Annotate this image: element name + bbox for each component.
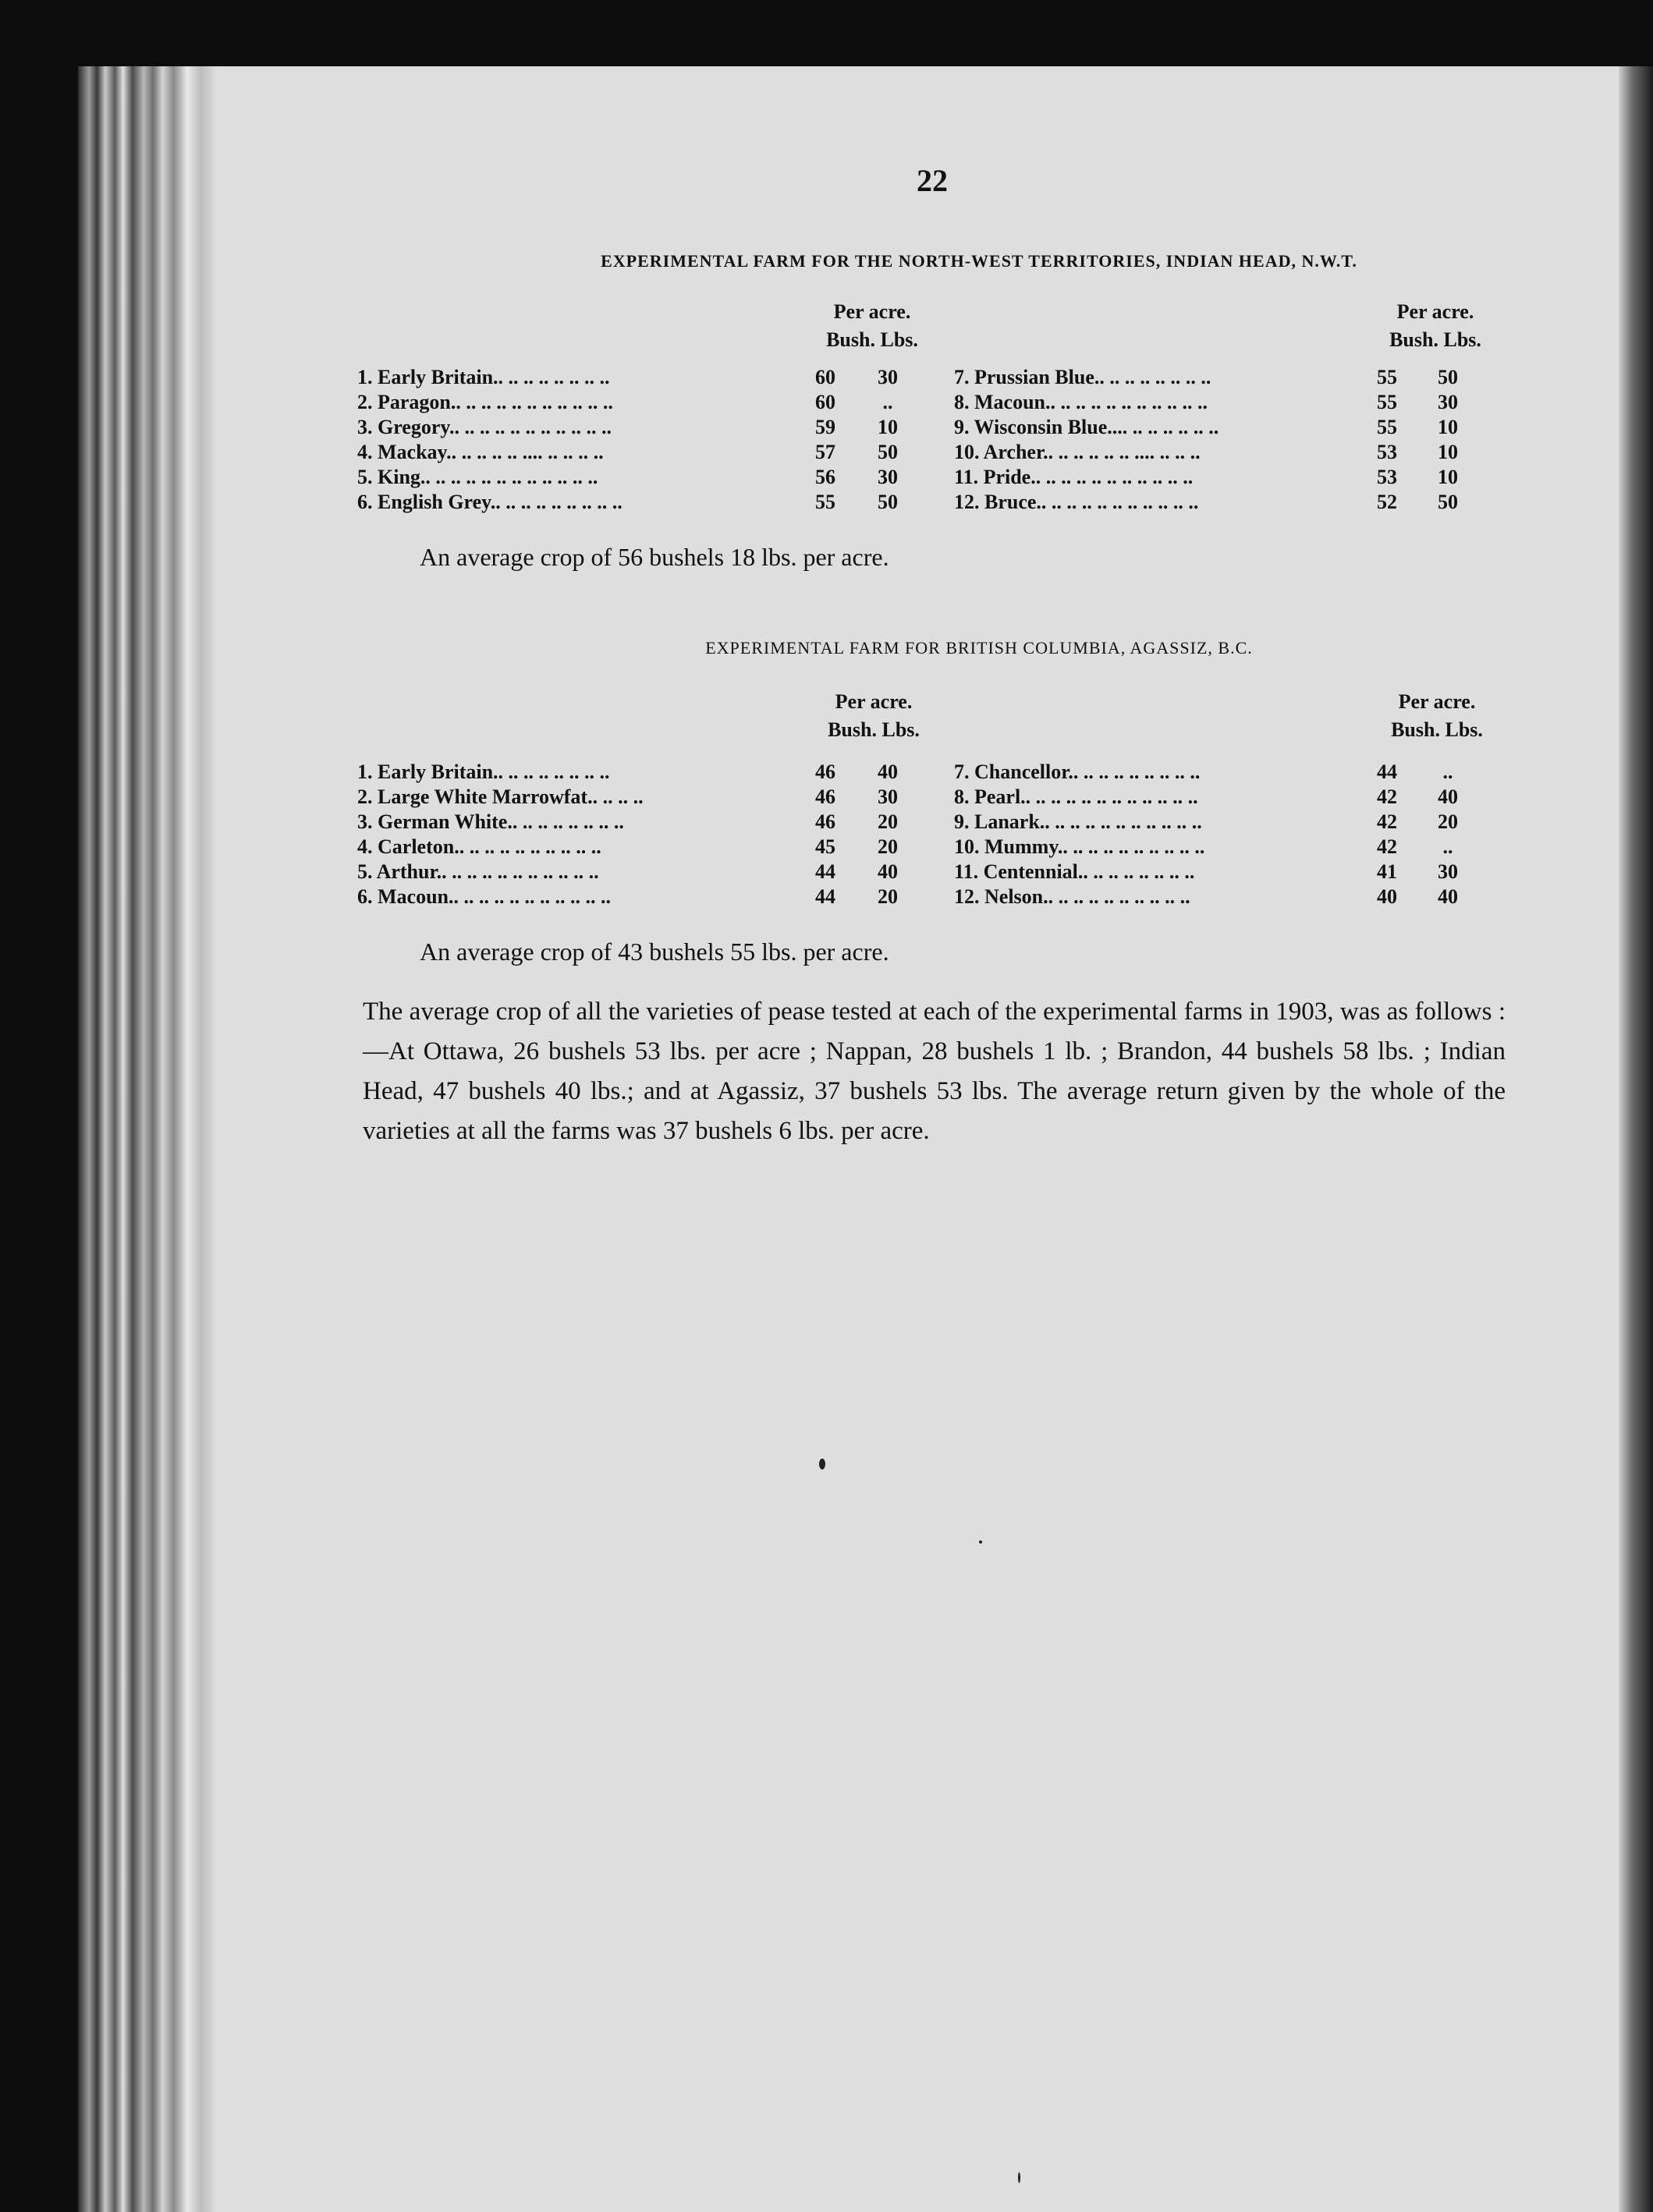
average-crop-indian-head: An average crop of 56 bushels 18 lbs. per acre. — [420, 543, 889, 571]
bushels-value: 46 — [815, 810, 835, 833]
pounds-value: .. — [882, 391, 893, 413]
pounds-value: 40 — [1438, 885, 1458, 908]
bushels-value: 42 — [1377, 835, 1397, 858]
bushels-value: 57 — [815, 441, 835, 463]
variety-name: 4. Carleton.. .. .. .. .. .. .. .. .. .. — [357, 835, 601, 858]
variety-name: 5. Arthur.. .. .. .. .. .. .. .. .. .. .. — [357, 860, 599, 883]
column-header-left: Per acre. Bush. Lbs. — [828, 690, 920, 741]
variety-name: 7. Prussian Blue.. .. .. .. .. .. .. .. — [954, 366, 1211, 388]
table-row — [357, 390, 1504, 415]
column-header-left: Per acre. Bush. Lbs. — [826, 300, 918, 351]
column-header-right: Per acre. Bush. Lbs. — [1391, 690, 1483, 741]
bushels-value: 55 — [815, 491, 835, 513]
variety-name: 11. Centennial.. .. .. .. .. .. .. .. — [954, 860, 1195, 883]
table-row — [357, 835, 1504, 860]
table-row — [357, 760, 1504, 785]
variety-name: 10. Mummy.. .. .. .. .. .. .. .. .. .. — [954, 835, 1205, 858]
pounds-value: 30 — [878, 466, 898, 488]
table-row — [357, 810, 1504, 835]
table-row — [357, 465, 1504, 490]
bushels-value: 41 — [1377, 860, 1397, 883]
pounds-value: 10 — [1438, 466, 1458, 488]
bushels-value: 42 — [1377, 785, 1397, 808]
variety-name: 3. German White.. .. .. .. .. .. .. .. — [357, 810, 624, 833]
bushels-value: 44 — [815, 885, 835, 908]
pounds-value: 20 — [878, 810, 898, 833]
average-crop-agassiz: An average crop of 43 bushels 55 lbs. per acre. — [420, 938, 889, 966]
bushels-value: 53 — [1377, 466, 1397, 488]
pounds-value: 10 — [1438, 416, 1458, 438]
variety-name: 6. Macoun.. .. .. .. .. .. .. .. .. .. .. — [357, 885, 611, 908]
variety-name: 2. Paragon.. .. .. .. .. .. .. .. .. .. .. — [357, 391, 613, 413]
page-edge-shadow — [1619, 66, 1653, 2212]
bushels-value: 52 — [1377, 491, 1397, 513]
variety-name: 6. English Grey.. .. .. .. .. .. .. .. .. — [357, 491, 623, 513]
pounds-value: 40 — [878, 860, 898, 883]
section-title-indian-head: EXPERIMENTAL FARM FOR THE NORTH-WEST TERRITORIES, INDIAN HEAD, N.W.T. — [601, 251, 1357, 271]
table-row — [357, 785, 1504, 810]
variety-name: 5. King.. .. .. .. .. .. .. .. .. .. .. .. — [357, 466, 598, 488]
variety-name: 3. Gregory.. .. .. .. .. .. .. .. .. .. .. — [357, 416, 612, 438]
bushels-value: 45 — [815, 835, 835, 858]
variety-name: 7. Chancellor.. .. .. .. .. .. .. .. .. — [954, 760, 1201, 783]
pounds-value: 20 — [878, 885, 898, 908]
variety-name: 9. Lanark.. .. .. .. .. .. .. .. .. .. .. — [954, 810, 1202, 833]
bushels-value: 55 — [1377, 391, 1397, 413]
book-binding-gutter — [78, 66, 215, 2212]
section-title-agassiz: EXPERIMENTAL FARM FOR BRITISH COLUMBIA, AGASSIZ, B.C. — [705, 638, 1253, 658]
table-row — [357, 490, 1504, 515]
bushels-value: 60 — [815, 391, 835, 413]
pounds-value: 20 — [878, 835, 898, 858]
bushels-value: 46 — [815, 785, 835, 808]
variety-name: 9. Wisconsin Blue.... .. .. .. .. .. .. — [954, 416, 1219, 438]
pounds-value: 30 — [1438, 391, 1458, 413]
pounds-value: 40 — [1438, 785, 1458, 808]
pounds-value: 50 — [878, 441, 898, 463]
variety-name: 11. Pride.. .. .. .. .. .. .. .. .. .. .. — [954, 466, 1194, 488]
variety-name: 8. Macoun.. .. .. .. .. .. .. .. .. .. .. — [954, 391, 1208, 413]
bushels-value: 53 — [1377, 441, 1397, 463]
variety-name: 1. Early Britain.. .. .. .. .. .. .. .. — [357, 366, 610, 388]
ink-speck — [1018, 2172, 1020, 2183]
variety-name: 12. Nelson.. .. .. .. .. .. .. .. .. .. — [954, 885, 1190, 908]
variety-name: 8. Pearl.. .. .. .. .. .. .. .. .. .. .. .. — [954, 785, 1198, 808]
pounds-value: .. — [1442, 760, 1453, 783]
summary-paragraph: The average crop of all the varieties of pease tested at each of the experimental farms in 1903, was as follows :—At Ottawa, 26 bushels 53 lbs. per acre ; Nappan, 28 bushels 1 lb. ; Brandon, 44 bushels 58 lbs. ; Indian Head, 47 bushels 40 lbs.; and at Agassiz, 37 bushels 53 lbs. The average return given by the whole of the varieties at all the farms was 37 bushels 6 lbs. per acre. — [363, 998, 1506, 1145]
pounds-value: 30 — [878, 366, 898, 388]
pounds-value: 40 — [878, 760, 898, 783]
ink-speck — [819, 1459, 825, 1469]
page-number: 22 — [917, 163, 948, 198]
table-row — [357, 884, 1504, 909]
bushels-value: 56 — [815, 466, 835, 488]
bushels-value: 55 — [1377, 416, 1397, 438]
pounds-value: 30 — [878, 785, 898, 808]
bushels-value: 46 — [815, 760, 835, 783]
bushels-value: 44 — [815, 860, 835, 883]
ink-speck — [979, 1540, 982, 1544]
pounds-value: 10 — [1438, 441, 1458, 463]
pounds-value: 10 — [878, 416, 898, 438]
yield-table-agassiz — [357, 760, 1504, 909]
pounds-value: 50 — [878, 491, 898, 513]
table-row — [357, 415, 1504, 440]
pounds-value: .. — [1442, 835, 1453, 858]
variety-name: 12. Bruce.. .. .. .. .. .. .. .. .. .. .. — [954, 491, 1199, 513]
pounds-value: 30 — [1438, 860, 1458, 883]
pounds-value: 50 — [1438, 491, 1458, 513]
column-header-right: Per acre. Bush. Lbs. — [1389, 300, 1481, 351]
table-row — [357, 860, 1504, 884]
bushels-value: 60 — [815, 366, 835, 388]
variety-name: 2. Large White Marrowfat.. .. .. .. — [357, 785, 644, 808]
bushels-value: 40 — [1377, 885, 1397, 908]
table-row — [357, 440, 1504, 465]
variety-name: 10. Archer.. .. .. .. .. .. .... .. .. .. — [954, 441, 1201, 463]
variety-name: 4. Mackay.. .. .. .. .. .... .. .. .. .. — [357, 441, 604, 463]
table-row — [357, 365, 1504, 390]
bushels-value: 44 — [1377, 760, 1397, 783]
yield-table-indian-head — [357, 365, 1504, 515]
bushels-value: 59 — [815, 416, 835, 438]
bushels-value: 55 — [1377, 366, 1397, 388]
bushels-value: 42 — [1377, 810, 1397, 833]
pounds-value: 20 — [1438, 810, 1458, 833]
pounds-value: 50 — [1438, 366, 1458, 388]
variety-name: 1. Early Britain.. .. .. .. .. .. .. .. — [357, 760, 610, 783]
